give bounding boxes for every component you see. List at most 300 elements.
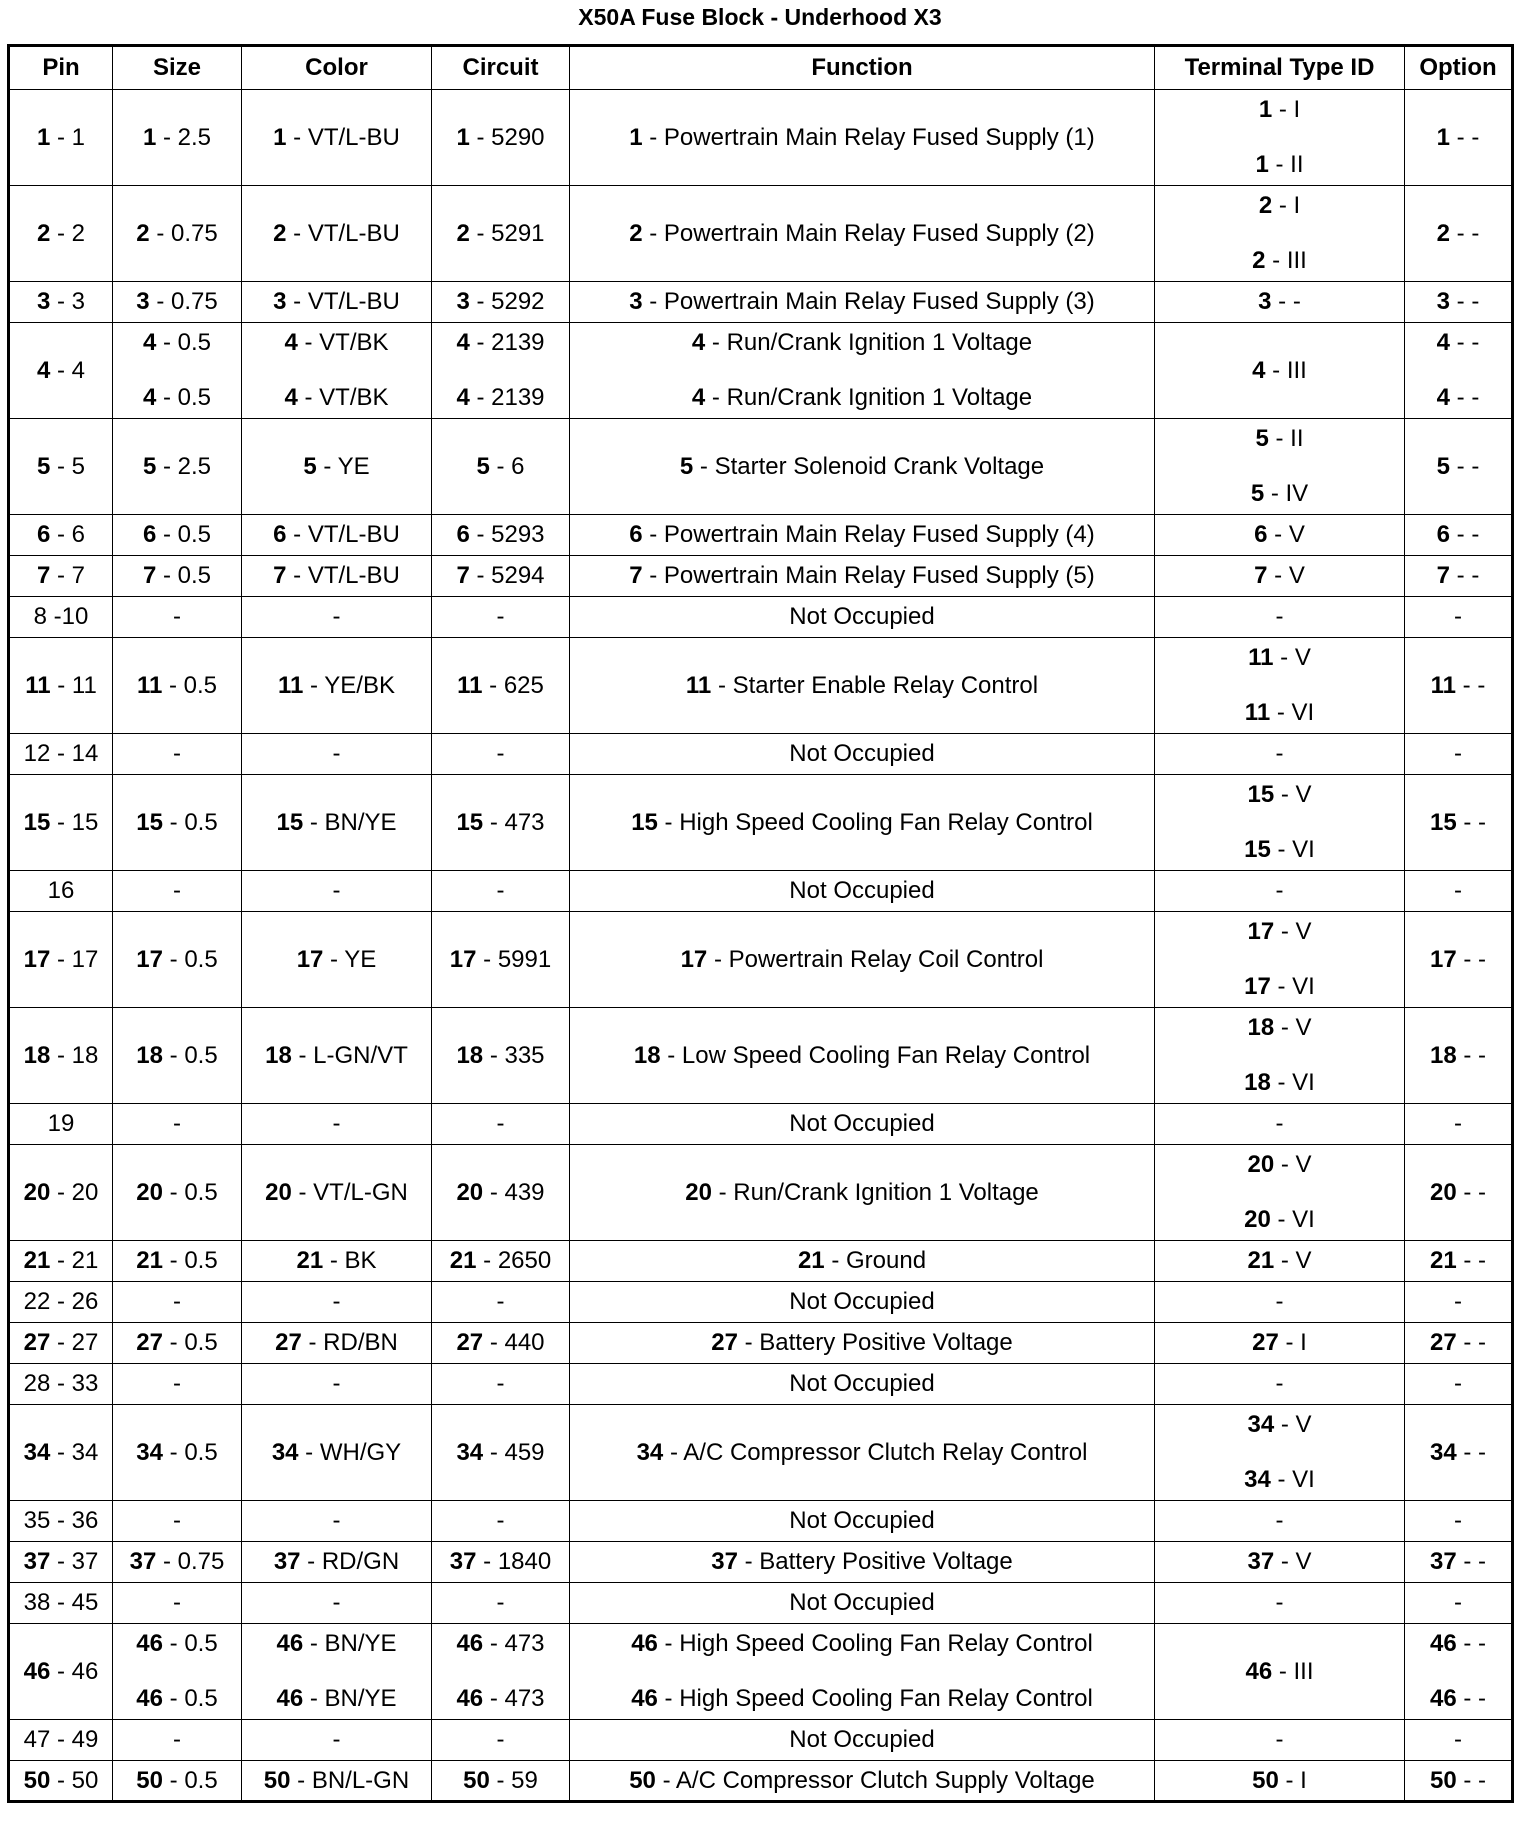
terminal-line-value: - V	[1274, 781, 1312, 808]
cell-size: -	[113, 1282, 242, 1323]
terminal-line	[1155, 699, 1404, 727]
option-line	[1405, 1329, 1511, 1357]
color-line	[242, 562, 431, 590]
option-line-num: 34	[1429, 1438, 1457, 1466]
option-line-value: - -	[1456, 1041, 1487, 1069]
option-line-value: - -	[1456, 945, 1487, 973]
cell-color	[242, 912, 432, 1008]
color-line-value: - BN/YE	[303, 808, 397, 836]
cell-size: -	[113, 597, 242, 638]
terminal-line	[1155, 288, 1404, 316]
cell-option	[1405, 556, 1513, 597]
cell-function	[570, 1008, 1155, 1104]
option-line-num: 6	[1436, 521, 1451, 548]
size-line-num: 2	[136, 219, 150, 247]
option-line-num: 46	[1429, 1630, 1457, 1657]
terminal-line	[1155, 357, 1404, 385]
option-line	[1405, 220, 1511, 248]
cell-color	[242, 556, 432, 597]
cell-color: -	[242, 1720, 432, 1761]
size-line	[113, 329, 241, 357]
terminal-line	[1155, 1548, 1404, 1576]
cell-pin: 38 - 45	[9, 1583, 113, 1624]
circuit-line	[432, 1247, 569, 1275]
circuit-line-num: 21	[449, 1247, 477, 1274]
cell-option: -	[1405, 1583, 1513, 1624]
option-line-num: 20	[1429, 1178, 1457, 1206]
terminal-line	[1155, 973, 1404, 1001]
cell-color: -	[242, 734, 432, 775]
size-line-num: 6	[142, 521, 157, 548]
color-line	[242, 1329, 431, 1357]
cell-function	[570, 186, 1155, 282]
color-line	[242, 453, 431, 481]
size-line-value: - 0.75	[149, 288, 218, 315]
color-line-num: 34	[271, 1438, 299, 1466]
table-row	[9, 419, 1513, 515]
cell-size	[113, 90, 242, 186]
cell-terminal	[1155, 419, 1405, 515]
cell-pin	[9, 912, 113, 1008]
pin-end: - 17	[50, 945, 99, 973]
color-line-value: - RD/BN	[301, 1329, 398, 1356]
circuit-line	[432, 288, 569, 316]
cell-terminal	[1155, 1542, 1405, 1583]
cell-circuit	[432, 90, 570, 186]
color-line-value: - BN/YE	[303, 1685, 397, 1712]
terminal-line-value: - VI	[1270, 836, 1315, 863]
pin-start: 3	[36, 288, 51, 315]
function-line-num: 21	[797, 1247, 825, 1274]
terminal-line-value: - IV	[1264, 480, 1309, 507]
option-line	[1405, 946, 1511, 974]
cell-color: -	[242, 597, 432, 638]
option-line-num: 18	[1429, 1041, 1457, 1069]
cell-pin	[9, 1323, 113, 1364]
pin-start: 20	[23, 1178, 51, 1206]
cell-color	[242, 1145, 432, 1241]
cell-size	[113, 556, 242, 597]
cell-function	[570, 323, 1155, 419]
cell-option	[1405, 912, 1513, 1008]
function-line-num: 3	[629, 288, 643, 315]
cell-size	[113, 1761, 242, 1802]
circuit-line-value: - 1840	[476, 1548, 552, 1575]
cell-color: -	[242, 1583, 432, 1624]
terminal-line-value: - VI	[1270, 1466, 1315, 1493]
function-line-value: - Starter Enable Relay Control	[711, 671, 1039, 699]
color-line	[242, 288, 431, 316]
function-line-num: 5	[679, 452, 694, 480]
cell-function	[570, 1542, 1155, 1583]
table-row	[9, 556, 1513, 597]
size-line-value: - 0.5	[163, 1630, 218, 1657]
color-line	[242, 1042, 431, 1070]
cell-terminal	[1155, 556, 1405, 597]
option-line-value: - -	[1450, 123, 1480, 151]
cell-terminal: -	[1155, 734, 1405, 775]
option-line	[1405, 288, 1511, 316]
size-line-value: - 0.5	[162, 671, 218, 699]
option-line-value: - -	[1450, 521, 1480, 548]
cell-pin: 35 - 36	[9, 1501, 113, 1542]
pin-start: 15	[23, 808, 51, 836]
cell-option	[1405, 1145, 1513, 1241]
circuit-line-num: 20	[456, 1178, 484, 1206]
function-line-value: - A/C Compressor Clutch Relay Control	[663, 1438, 1088, 1466]
cell-terminal	[1155, 1405, 1405, 1501]
size-line-num: 18	[136, 1041, 163, 1069]
cell-option: -	[1405, 734, 1513, 775]
size-line	[113, 220, 241, 248]
size-line-num: 46	[136, 1685, 163, 1712]
cell-terminal: -	[1155, 871, 1405, 912]
terminal-line-num: 34	[1247, 1411, 1275, 1438]
circuit-line-value: - 440	[483, 1329, 545, 1356]
cell-circuit	[432, 515, 570, 556]
terminal-line-value: - VI	[1270, 973, 1315, 1000]
circuit-line-num: 11	[457, 671, 483, 699]
pin-start: 11	[25, 671, 51, 699]
terminal-line-num: 17	[1244, 973, 1271, 1000]
function-line-value: - Battery Positive Voltage	[737, 1548, 1013, 1575]
table-row	[9, 1583, 1513, 1624]
size-line-value: - 0.5	[156, 329, 212, 356]
circuit-line-num: 15	[456, 808, 484, 836]
table-row	[9, 186, 1513, 282]
circuit-line	[432, 384, 569, 412]
option-line-value: - -	[1456, 1766, 1487, 1794]
circuit-line-value: - 2139	[469, 329, 545, 356]
pin-end: - 21	[50, 1247, 99, 1274]
circuit-line-value: - 2139	[469, 384, 545, 411]
cell-size: -	[113, 1583, 242, 1624]
function-line-value: - High Speed Cooling Fan Relay Control	[657, 1685, 1093, 1712]
function-line-num: 46	[631, 1630, 658, 1657]
function-line	[570, 384, 1154, 412]
cell-terminal: -	[1155, 1583, 1405, 1624]
option-line-num: 2	[1436, 219, 1451, 247]
terminal-line-num: 21	[1247, 1247, 1275, 1274]
terminal-line	[1155, 480, 1404, 508]
terminal-line-value: - I	[1272, 192, 1301, 219]
circuit-line-num: 2	[456, 219, 470, 247]
size-line-num: 17	[136, 945, 163, 973]
option-line-value: - -	[1450, 329, 1480, 356]
cell-pin	[9, 282, 113, 323]
cell-option	[1405, 1405, 1513, 1501]
cell-size	[113, 638, 242, 734]
function-line-num: 6	[629, 521, 643, 548]
pin-start: 37	[23, 1548, 51, 1575]
terminal-line	[1155, 151, 1404, 179]
table-row	[9, 1323, 1513, 1364]
pin-start: 4	[36, 356, 51, 384]
color-line	[242, 1630, 431, 1658]
cell-option	[1405, 1761, 1513, 1802]
cell-size	[113, 1323, 242, 1364]
table-row	[9, 1241, 1513, 1282]
header-color: Color	[242, 46, 432, 90]
terminal-line-value: - V	[1274, 1014, 1312, 1041]
option-line-value: - -	[1450, 452, 1480, 480]
cell-option	[1405, 282, 1513, 323]
size-line-value: - 2.5	[156, 123, 212, 151]
cell-color	[242, 90, 432, 186]
circuit-line-num: 37	[449, 1548, 477, 1575]
terminal-line	[1155, 1206, 1404, 1234]
terminal-line-value: - II	[1268, 425, 1304, 452]
cell-circuit: -	[432, 871, 570, 912]
function-line-value: - Powertrain Main Relay Fused Supply (5)	[642, 562, 1095, 589]
size-line-value: - 0.5	[163, 1329, 218, 1356]
circuit-line	[432, 672, 569, 700]
option-line-value: - -	[1456, 1247, 1487, 1274]
cell-option	[1405, 638, 1513, 734]
option-line-value: - -	[1456, 1329, 1487, 1356]
terminal-line-num: 7	[1254, 562, 1268, 589]
cell-function: Not Occupied	[570, 1583, 1155, 1624]
circuit-line-value: - 6	[489, 452, 525, 480]
cell-size: -	[113, 734, 242, 775]
terminal-line	[1155, 644, 1404, 672]
pin-start: 17	[23, 945, 51, 973]
size-line	[113, 809, 241, 837]
header-pin: Pin	[9, 46, 113, 90]
color-line-num: 4	[284, 384, 298, 411]
cell-terminal: -	[1155, 1364, 1405, 1405]
pin-end: - 34	[50, 1438, 99, 1466]
terminal-line	[1155, 425, 1404, 453]
option-line	[1405, 1439, 1511, 1467]
size-line-value: - 2.5	[156, 452, 212, 480]
cell-pin	[9, 556, 113, 597]
size-line	[113, 384, 241, 412]
option-line-value: - -	[1456, 1438, 1487, 1466]
cell-circuit	[432, 1323, 570, 1364]
cell-color	[242, 515, 432, 556]
color-line-value: - RD/GN	[300, 1548, 400, 1575]
color-line	[242, 521, 431, 549]
pin-end: - 15	[50, 808, 99, 836]
cell-option	[1405, 775, 1513, 871]
option-line	[1405, 1548, 1511, 1576]
terminal-line-num: 15	[1247, 781, 1275, 808]
cell-color	[242, 323, 432, 419]
color-line-value: - VT/BK	[297, 329, 389, 356]
terminal-line-num: 18	[1244, 1069, 1271, 1096]
option-line	[1405, 124, 1511, 152]
cell-color	[242, 419, 432, 515]
pin-end: - 4	[50, 356, 86, 384]
color-line-num: 18	[265, 1041, 292, 1069]
color-line	[242, 672, 431, 700]
cell-terminal: -	[1155, 1501, 1405, 1542]
terminal-line-value: - V	[1274, 1151, 1312, 1178]
cell-function: Not Occupied	[570, 597, 1155, 638]
cell-size	[113, 775, 242, 871]
terminal-line	[1155, 96, 1404, 124]
cell-circuit: -	[432, 734, 570, 775]
circuit-line	[432, 1685, 569, 1713]
cell-circuit	[432, 775, 570, 871]
function-line	[570, 288, 1154, 316]
size-line-value: - 0.75	[149, 219, 218, 247]
cell-option	[1405, 1008, 1513, 1104]
cell-pin	[9, 90, 113, 186]
terminal-line-num: 4	[1252, 356, 1266, 384]
size-line-value: - 0.5	[163, 808, 218, 836]
terminal-line	[1155, 1014, 1404, 1042]
size-line-num: 34	[136, 1438, 163, 1466]
terminal-line	[1155, 1247, 1404, 1275]
circuit-line	[432, 1767, 569, 1795]
terminal-line-num: 20	[1244, 1206, 1271, 1233]
cell-color	[242, 1405, 432, 1501]
terminal-line-value: - I	[1278, 1329, 1307, 1356]
circuit-line-value: - 473	[483, 808, 545, 836]
table-row	[9, 597, 1513, 638]
cell-option: -	[1405, 1501, 1513, 1542]
function-line	[570, 1548, 1154, 1576]
option-line-num: 4	[1436, 384, 1451, 411]
table-row	[9, 1405, 1513, 1501]
cell-size	[113, 282, 242, 323]
cell-terminal	[1155, 1008, 1405, 1104]
color-line-num: 6	[273, 521, 287, 548]
circuit-line-num: 5	[476, 452, 490, 480]
size-line-num: 21	[136, 1247, 163, 1274]
table-row	[9, 1104, 1513, 1145]
circuit-line-value: - 473	[483, 1630, 545, 1657]
function-line-value: - High Speed Cooling Fan Relay Control	[657, 808, 1093, 836]
table-row	[9, 1501, 1513, 1542]
circuit-line-num: 46	[456, 1630, 484, 1657]
terminal-line-num: 17	[1247, 918, 1275, 945]
color-line-value: - BN/YE	[303, 1630, 397, 1657]
terminal-line-value: - III	[1272, 1657, 1314, 1685]
color-line-value: - YE	[316, 452, 370, 480]
size-line	[113, 453, 241, 481]
size-line	[113, 1685, 241, 1713]
cell-function	[570, 282, 1155, 323]
color-line-value: - BN/L-GN	[290, 1766, 410, 1794]
function-line-num: 34	[636, 1438, 664, 1466]
terminal-line-value: - V	[1274, 1548, 1312, 1575]
color-line-num: 5	[303, 452, 317, 480]
terminal-line-num: 2	[1252, 247, 1266, 274]
cell-pin: 8 -10	[9, 597, 113, 638]
cell-pin	[9, 775, 113, 871]
cell-circuit	[432, 1241, 570, 1282]
color-line-num: 46	[276, 1685, 304, 1712]
pin-end: - 5	[50, 452, 86, 480]
size-line-value: - 0.5	[163, 1766, 218, 1794]
table-row	[9, 1145, 1513, 1241]
cell-option: -	[1405, 597, 1513, 638]
cell-size	[113, 419, 242, 515]
cell-circuit	[432, 1008, 570, 1104]
cell-color	[242, 1323, 432, 1364]
size-line-num: 4	[142, 384, 157, 411]
option-line-value: - -	[1456, 1178, 1487, 1206]
option-line	[1405, 329, 1511, 357]
cell-function	[570, 1323, 1155, 1364]
size-line-num: 27	[136, 1329, 163, 1356]
terminal-line-num: 3	[1258, 288, 1272, 315]
cell-function	[570, 1241, 1155, 1282]
option-line-num: 5	[1436, 452, 1451, 480]
pin-start: 34	[23, 1438, 51, 1466]
circuit-line-num: 46	[456, 1685, 484, 1712]
option-line-value: - -	[1450, 288, 1480, 315]
terminal-line-value: - VI	[1270, 1206, 1315, 1233]
header-size: Size	[113, 46, 242, 90]
cell-circuit	[432, 1145, 570, 1241]
circuit-line-value: - 625	[482, 671, 544, 699]
pin-start: 27	[23, 1329, 51, 1356]
cell-size	[113, 1008, 242, 1104]
cell-pin	[9, 1145, 113, 1241]
terminal-line-num: 34	[1244, 1466, 1271, 1493]
pin-start: 2	[36, 219, 51, 247]
circuit-line	[432, 562, 569, 590]
cell-pin: 16	[9, 871, 113, 912]
size-line-value: - 0.5	[156, 521, 212, 548]
function-line-value: - Powertrain Main Relay Fused Supply (1)	[642, 123, 1095, 151]
cell-terminal	[1155, 1145, 1405, 1241]
terminal-line-value: - V	[1274, 918, 1312, 945]
circuit-line	[432, 124, 569, 152]
pin-end: - 27	[50, 1329, 99, 1356]
circuit-line	[432, 809, 569, 837]
size-line	[113, 288, 241, 316]
function-line-num: 18	[633, 1041, 661, 1069]
color-line-num: 2	[273, 219, 287, 247]
size-line-num: 46	[136, 1630, 163, 1657]
color-line-num: 37	[273, 1548, 301, 1575]
color-line-num: 50	[263, 1766, 291, 1794]
cell-option: -	[1405, 1364, 1513, 1405]
option-line	[1405, 562, 1511, 590]
cell-color	[242, 1241, 432, 1282]
cell-circuit: -	[432, 1104, 570, 1145]
circuit-line-num: 1	[456, 123, 470, 151]
function-line	[570, 809, 1154, 837]
cell-circuit: -	[432, 1583, 570, 1624]
cell-function: Not Occupied	[570, 1364, 1155, 1405]
size-line	[113, 562, 241, 590]
table-row	[9, 912, 1513, 1008]
cell-size	[113, 1241, 242, 1282]
cell-option: -	[1405, 1720, 1513, 1761]
cell-terminal	[1155, 1761, 1405, 1802]
function-line	[570, 562, 1154, 590]
size-line	[113, 1247, 241, 1275]
circuit-line-num: 18	[456, 1041, 484, 1069]
cell-function	[570, 556, 1155, 597]
function-line-value: - Run/Crank Ignition 1 Voltage	[705, 384, 1033, 411]
option-line-value: - -	[1450, 562, 1480, 589]
cell-terminal	[1155, 186, 1405, 282]
pin-end: - 6	[50, 521, 86, 548]
terminal-line-num: 1	[1258, 96, 1273, 123]
cell-function	[570, 1624, 1155, 1720]
pin-end: - 20	[50, 1178, 99, 1206]
terminal-line	[1155, 192, 1404, 220]
function-line-value: - A/C Compressor Clutch Supply Voltage	[655, 1766, 1095, 1794]
pin-end: - 37	[50, 1548, 99, 1575]
